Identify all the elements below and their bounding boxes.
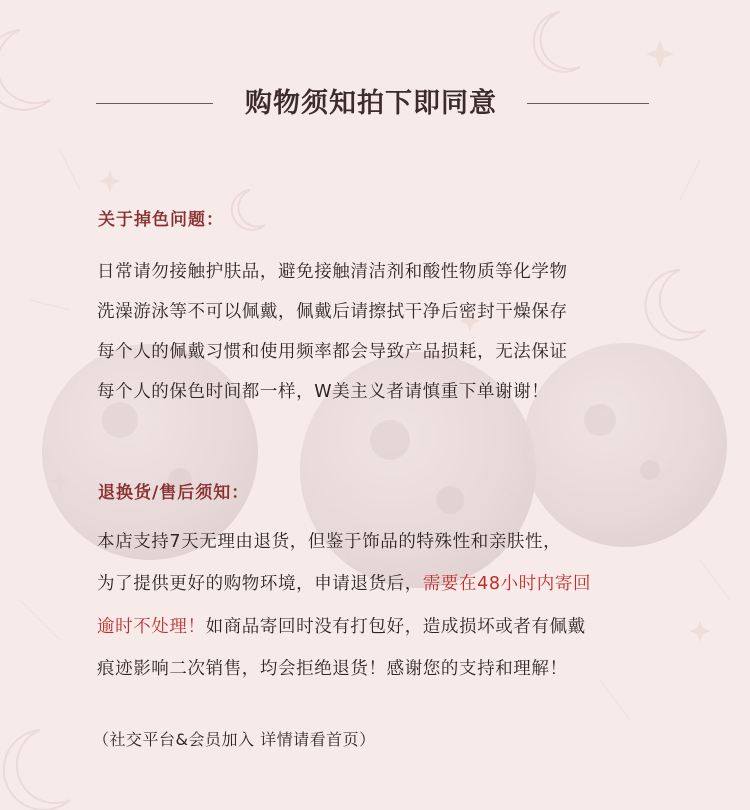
returns-text-normal: 为了提供更好的购物环境，申请退货后， [97, 574, 423, 594]
returns-text-line: 本店支持7天无理由退货，但鉴于饰品的特殊性和亲肤性， [97, 532, 562, 552]
fading-text-line: 每个人的保色时间都一样，W美主义者请慎重下单谢谢！ [97, 382, 550, 402]
page-title: 购物须知拍下即同意 [245, 88, 497, 119]
fading-text-line: 日常请勿接触护肤品，避免接触清洁剂和酸性物质等化学物 [97, 262, 568, 282]
fading-text-line: 洗澡游泳等不可以佩戴，佩戴后请擦拭干净后密封干燥保存 [97, 302, 568, 322]
section-heading-returns: 退换货/售后须知： [98, 483, 250, 503]
returns-deadline-highlight: 需要在48小时内寄回 [422, 574, 592, 594]
returns-text-line [97, 572, 657, 596]
title-divider-left [96, 103, 213, 104]
title-header [0, 84, 750, 124]
footer-note: （社交平台&会员加入 详情请看首页） [93, 730, 376, 749]
returns-text-line [97, 615, 657, 639]
returns-overdue-highlight: 逾时不处理！ [97, 617, 206, 637]
title-divider-right [527, 103, 649, 104]
fading-text-line: 每个人的佩戴习惯和使用频率都会导致产品损耗，无法保证 [97, 342, 568, 362]
returns-text-normal: 如商品寄回时没有打包好，造成损坏或者有佩戴 [205, 617, 586, 637]
returns-text-line: 痕迹影响二次销售，均会拒绝退货！感谢您的支持和理解！ [97, 659, 568, 679]
section-heading-fading: 关于掉色问题： [98, 210, 224, 230]
